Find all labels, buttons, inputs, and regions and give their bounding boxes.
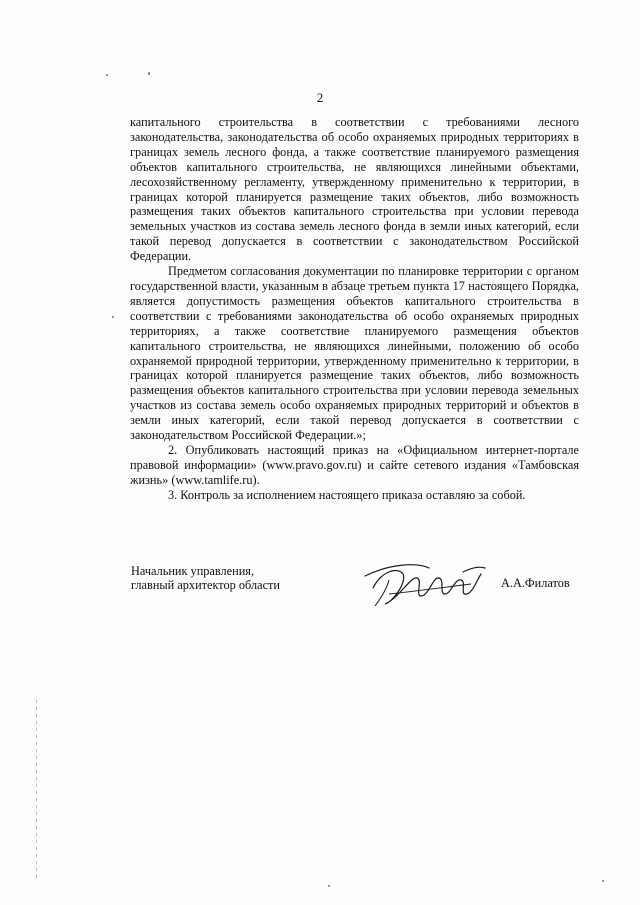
scan-speck <box>112 316 114 318</box>
scan-edge-line <box>36 700 37 880</box>
paragraph-continuation: капитального строительства в соответствии с требованиями лесного законодательства, законодательства об особо охраняемых природных территориях в границах земель лесного фонда, а также соответствие планируемого размещения объектов капитального строительства, не являющихся линейными объектами, лесохозяйственному регламенту, утвержденному применительно к территории, в границах которой планируется размещение таких объектов, либо возможность размещения таких объектов капитального строительства при условии перевода земельных участков из состава земель лесного фонда в земли иных категорий, если такой перевод допускается в соответствии с законодательством Российской Федерации. <box>130 115 579 264</box>
page-number: 2 <box>316 90 324 105</box>
signer-position-line-1: Начальник управления, <box>131 564 255 578</box>
signer-position-line-2: главный архитектор области <box>131 578 280 592</box>
handwritten-signature <box>359 558 491 614</box>
scan-speck <box>148 72 150 75</box>
signature-block <box>131 564 591 624</box>
document-body <box>130 115 579 503</box>
scan-speck <box>106 74 108 76</box>
paragraph-approval-subject: Предметом согласования документации по планировке территории с органом государственной власти, указанным в абзаце третьем пункта 17 настоящего Порядка, является допустимость размещения объектов капитального строительства в соответствии с требованиями законодательства об особо охраняемых природных территориях, а также соответствие планируемого размещения объектов капитального строительства, не являющихся линейными, положению об особо охраняемой природной территории, утвержденному применительно к территории, в границах которой планируется размещение таких объектов, либо возможность размещения объектов капитального строительства при условии перевода земельных участков из состава земель особо охраняемых природных территорий и объектов в земли иных категорий, если такой перевод допускается в соответствии с законодательством Российской Федерации.»; <box>130 264 579 443</box>
scan-speck <box>602 880 604 882</box>
paragraph-item-2-publish: 2. Опубликовать настоящий приказ на «Официальном интернет-портале правовой информации» (www.pravo.gov.ru) и сайте сетевого издания «Тамбовская жизнь» (www.tamlife.ru). <box>130 442 579 487</box>
signer-name: А.А.Филатов <box>501 576 570 590</box>
scan-speck <box>328 885 330 887</box>
paragraph-item-3-control: 3. Контроль за исполнением настоящего приказа оставляю за собой. <box>168 487 526 502</box>
